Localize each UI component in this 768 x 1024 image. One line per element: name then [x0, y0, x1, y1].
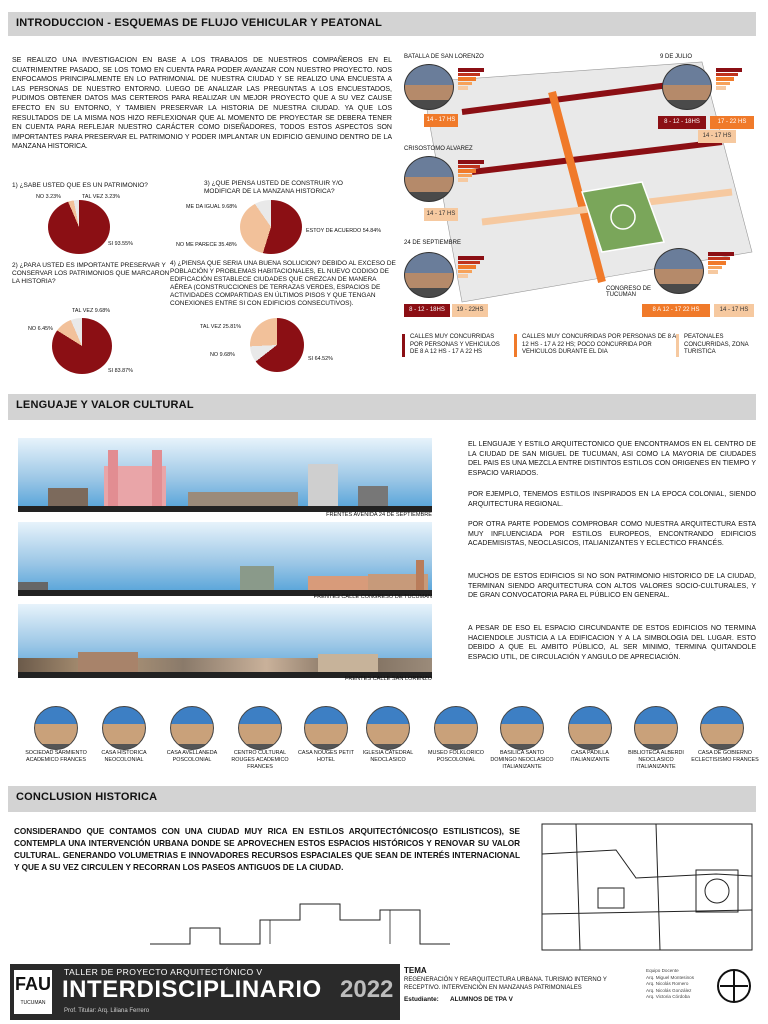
pie-label: ESTOY DE ACUERDO 54.84% [306, 228, 381, 234]
year: 2022 [340, 976, 394, 1003]
street-photo [404, 252, 454, 298]
building-thumb [366, 706, 410, 750]
pie-chart-q2 [52, 318, 112, 374]
section-header-conclusion [8, 786, 756, 812]
interdisciplinario-title: INTERDISCIPLINARIO [62, 976, 322, 1003]
skyline-sketch [150, 890, 450, 950]
time-tag: 14 - 17 HS [424, 208, 458, 221]
bar-scale [458, 256, 484, 279]
time-tag: 8 A 12 - 17 22 HS [642, 304, 710, 317]
building-caption: CASA PADILLA ITALIANIZANTE [570, 750, 610, 763]
strip-caption: FRENTES CALLE SAN LORENZO [344, 676, 432, 682]
pie-label: SI 93.55% [108, 241, 133, 247]
facade-strip-san-lorenzo [18, 604, 432, 678]
conclusion-text: CONSIDERANDO QUE CONTAMOS CON UNA CIUDAD MUY RICA EN ESTILOS ARQUITECTÓNICOS(O ESTILISTICOS), SE CONTEMPLA UNA INTERVENCIÓN URBANA DONDE SE APROVECHEN ESTOS ESPACIOS HISTÓRICOS Y RENOVAR SU VALOR CULTURAL. GENERANDO VOLUMETRIAS E INNOVADORES RECURSOS ESPACIALES QUE SEAN DE INTERÉS INTERNACIONAL Y QUE A SU VEZ CIRCULEN Y RECORRAN LOS PASEOS ANTIGUOS DE LA CIUDAD. [14, 827, 520, 872]
pie-chart-q1 [48, 200, 110, 254]
pie-chart-q3 [240, 200, 302, 254]
building-thumb [102, 706, 146, 750]
strip-caption: FRENTES CALLE CONGRESO DE TUCUMAN [313, 594, 432, 600]
tema-text: REGENERACIÓN Y REARQUITECTURA URBANA. TURISMO INTERNO Y RECEPTIVO. INTERVENCIÓN EN MANZANAS PATRIMONIALES [404, 977, 607, 991]
street-photo [404, 156, 454, 202]
intro-paragraph: SE REALIZO UNA INVESTIGACION EN BASE A LOS TRABAJOS DE NUESTROS COMPAÑEROS EN EL CUATRIMENTRE PASADO, SE LOS TOMO EN CUENTA PARA PODER AVANZAR CON NUESTRO PROYECTO. NOS ENFOCAMOS PRINCIPALMENTE EN LO PATRIMONIAL DE NUESTRA CIUDAD Y SE REALIZO UNA ENCUESTA A LAS PERSONAS DE NUESTRO ENTORNO. LUEGO DE ANALIZAR LAS PREGUNTAS A LOS ENCUESTADOS, PUDIMOS OBTENER DATOS MAS CERTEROS PARA REALIZAR UN MEJOR PROYECTO QUE A SU VEZ CAUSE EFECTO EN SU ENTORNO, Y TAMBIEN PRESERVAR LA HISTORIA DE NUESTRA CIUDAD. YA QUE LOS RESULTADOS DE LA MISMA NOS HIZO REFLEXIONAR QUE AL MOMENTO DE PROYECTAR SE DEBERA TENER EN CUENTA PARA REFLEJAR NUESTRO CARÁCTER COMO DISEÑADORES, TODOS ESTOS ASPECTOS SON IMPORTANTES PARA PRESERVAR EL PATRIMONIO Y PODER IMPLANTAR UN EDIFICIO GENUINO DENTRO DE LA MANZANA HISTORICA. [12, 57, 392, 151]
time-tag: 8 - 12 - 18HS [404, 304, 450, 317]
section-title: LENGUAJE Y VALOR CULTURAL [16, 399, 194, 411]
footer-panel [10, 964, 756, 1020]
estudiante: ALUMNOS DE TPA V [450, 996, 513, 1003]
pie-label: SI 83.87% [108, 368, 133, 374]
building-caption: BASILICA SANTO DOMINGO NEOCLASICO ITALIANIZANTE [490, 750, 554, 770]
time-tag: 14 - 17 HS [424, 114, 458, 127]
time-tag: 19 - 22HS [452, 304, 488, 317]
building-thumb [700, 706, 744, 750]
time-tag: 17 - 22 HS [710, 116, 754, 129]
estudiante-label: Estudiante: [404, 996, 439, 1003]
street-photo [404, 64, 454, 110]
pie-label: TAL VEZ 3.23% [82, 194, 121, 200]
time-tag: 14 - 17 HS [714, 304, 754, 317]
bar-scale [716, 68, 742, 91]
lenguaje-paragraph-5: A PESAR DE ESO EL ESPACIO CIRCUNDANTE DE ESTOS EDIFICIOS NO TERMINA HACIENDOLE JUSTICIA A LA EDIFICACION Y A LA SIMBOLOGIA DEL LUGAR. ESTO DEBIDO A QUE EL AMBITO PÚBLICO, AL SER MINIMO, TERMINA QUITANDOLE ESPACIO UTIL, DE CIRCULACIÓN Y ANGULO DE APRECIACIÓN. [468, 625, 756, 661]
section-title: CONCLUSION HISTORICA [16, 791, 158, 803]
building-caption: MUSEO FOLKLORICO POSCOLONIAL [427, 750, 484, 763]
urban-sketch-map [536, 818, 758, 956]
street-photo [654, 248, 704, 294]
building-thumb [500, 706, 544, 750]
survey-q1: 1) ¿SABE USTED QUE ES UN PATRIMONIO? [12, 182, 148, 189]
building-thumb [434, 706, 478, 750]
legend-item: CALLES MUY CONCURRIDAS POR PERSONAS DE 8 A 12 HS - 17 A 22 HS; POCO CONCURRIDA POR VEHICULOS DURANTE EL DIA [514, 334, 676, 357]
equipo-docente: Equipo Docente Arq. Miguel Montesinos Arq. Nicolás Romero Arq. Nicolás González Arq. Victoria Córdoba [646, 968, 695, 1000]
facade-strip-congreso [18, 522, 432, 596]
pie-label: NO 9.68% [210, 352, 235, 358]
street-label: 24 DE SEPTIEMBRE [404, 240, 462, 246]
time-tag: 14 - 17 HS [698, 130, 736, 143]
north-arrow-icon [716, 968, 752, 1004]
section-header-introduccion [8, 12, 756, 36]
tema-label: TEMA [404, 966, 427, 975]
building-caption: CENTRO CULTURAL ROUGES ACADEMICO FRANCES [231, 750, 289, 770]
pie-label: SI 64.52% [308, 356, 333, 362]
pie-chart-q4 [250, 318, 304, 372]
survey-q2: 2) ¿PARA USTED ES IMPORTANTE PRESERVAR Y CONSERVAR LOS PATRIMONIOS QUE MARCARON LA HISTORIA? [12, 262, 170, 285]
taller-title: TALLER DE PROYECTO ARQUITECTÓNICO V [64, 967, 263, 977]
lenguaje-paragraph-3: POR OTRA PARTE PODEMOS COMPROBAR COMO NUESTRA ARQUITECTURA ESTA MUY INFLUENCIADA POR ESTILOS EUROPEOS, ENCONTRANDO EDIFICIOS ACADEMISISTAS, NEOCLASICOS, ITALIANIZANTES Y ECLECTICO FRANCÉS. [468, 521, 756, 548]
lenguaje-paragraph-4: MUCHOS DE ESTOS EDIFICIOS SI NO SON PATRIMONIO HISTORICO DE LA CIUDAD, TERMINAN SIENDO ARQUITECTURA CON ALTOS VALORES SOCIO-CULTURALES, Y DE GRAN CONVOCATORIA PARA EL PÚBLICO EN GENERAL. [468, 573, 756, 600]
bar-scale [458, 68, 484, 91]
pie-label: TAL VEZ 9.68% [72, 308, 111, 314]
building-thumb [34, 706, 78, 750]
building-caption: CASA HISTORICA NEOCOLONIAL [101, 750, 147, 763]
building-thumb [238, 706, 282, 750]
building-caption: BIBLIOTECA ALBERDI NEOCLASICO ITALIANIZANTE [628, 750, 684, 770]
building-caption: CASA AVELLANEDA POSCOLONIAL [166, 750, 218, 763]
street-label: CRISOSTOMO ALVAREZ [404, 146, 473, 152]
building-thumb [170, 706, 214, 750]
pie-label: TAL VEZ 25.81% [200, 324, 242, 330]
building-caption: IGLESIA CATEDRAL NEOCLASICO [362, 750, 414, 763]
building-caption: SOCIEDAD SARMIENTO ACADEMICO FRANCES [25, 750, 87, 763]
building-thumb [568, 706, 612, 750]
pie-label: ME DA IGUAL 9.68% [186, 204, 238, 210]
building-caption: CASA DE GOBIERNO ECLECTISISMO FRANCES [691, 750, 759, 763]
time-tag: 8 - 12 - 18HS [658, 116, 706, 129]
strip-caption: FRENTES AVENIDA 24 DE SEPTIEMBRE [326, 512, 432, 518]
street-label: 9 DE JULIO [660, 54, 693, 60]
section-header-lenguaje [8, 394, 756, 420]
street-photo [662, 64, 712, 110]
pie-label: NO ME PARECE 35.48% [176, 242, 237, 248]
prof-titular: Prof. Titular: Arq. Liliana Ferrero [64, 1008, 150, 1014]
bar-scale [458, 160, 484, 183]
pie-label: NO 3.23% [36, 194, 61, 200]
bar-scale [708, 252, 734, 275]
street-label: CONGRESO DE TUCUMAN [606, 286, 652, 298]
facade-strip-24-septiembre [18, 438, 432, 512]
fau-logo: FAU TUCUMAN [14, 970, 52, 1014]
legend-item: PEATONALES CONCURRIDAS, ZONA TURISTICA [676, 334, 756, 357]
street-label: BATALLA DE SAN LORENZO [404, 54, 484, 60]
building-caption: CASA NOUGES PETIT HOTEL [297, 750, 354, 763]
pie-label: NO 6.45% [28, 326, 53, 332]
legend-item: CALLES MUY CONCURRIDAS POR PERSONAS Y VEHICULOS DE 8 A 12 HS - 17 A 22 HS [402, 334, 508, 357]
lenguaje-paragraph-2: POR EJEMPLO, TENEMOS ESTILOS INSPIRADOS EN LA EPOCA COLONIAL, SIENDO ARQUITECTURA REGIONAL. [468, 491, 756, 508]
building-thumb [304, 706, 348, 750]
survey-q4: 4) ¿PIENSA QUE SERIA UNA BUENA SOLUCION? DEBIDO AL EXCESO DE POBLACIÓN Y PROBLEMAS HABITACIONALES, EL NUEVO CODIGO DE EDIFICACIÓN ESTABLECE CIUDADES QUE CREZCAN DE MANERA AÉREA (CONSTRUCCIONES DE TERRAZAS VERDES, ESPACIOS DE ACTIVIDADES COMPARTIDAS EN ÚLTIMOS PISOS Y QUE TENGAN CONEXIONES ENTRE SI CON EDIFICIOS CONSECUTIVOS). [170, 260, 396, 307]
section-title: INTRODUCCION - ESQUEMAS DE FLUJO VEHICULAR Y PEATONAL [16, 17, 383, 29]
lenguaje-paragraph-1: EL LENGUAJE Y ESTILO ARQUITECTONICO QUE ENCONTRAMOS EN EL CENTRO DE LA CIUDAD DE SAN MIGUEL DE TUCUMAN, ASI COMO LA MAYORIA DE CIUDADES DEL PAIS ES UNA MEZCLA ENTRE DISTINTOS ESTILOS CON ORIGENES EN TIEMPO Y ESPACIO VARIADOS. [468, 441, 756, 477]
survey-q3: 3) ¿QUE PIENSA USTED DE CONSTRUIR Y/O MODIFICAR DE LA MANZANA HISTORICA? [204, 180, 343, 195]
building-thumb [634, 706, 678, 750]
